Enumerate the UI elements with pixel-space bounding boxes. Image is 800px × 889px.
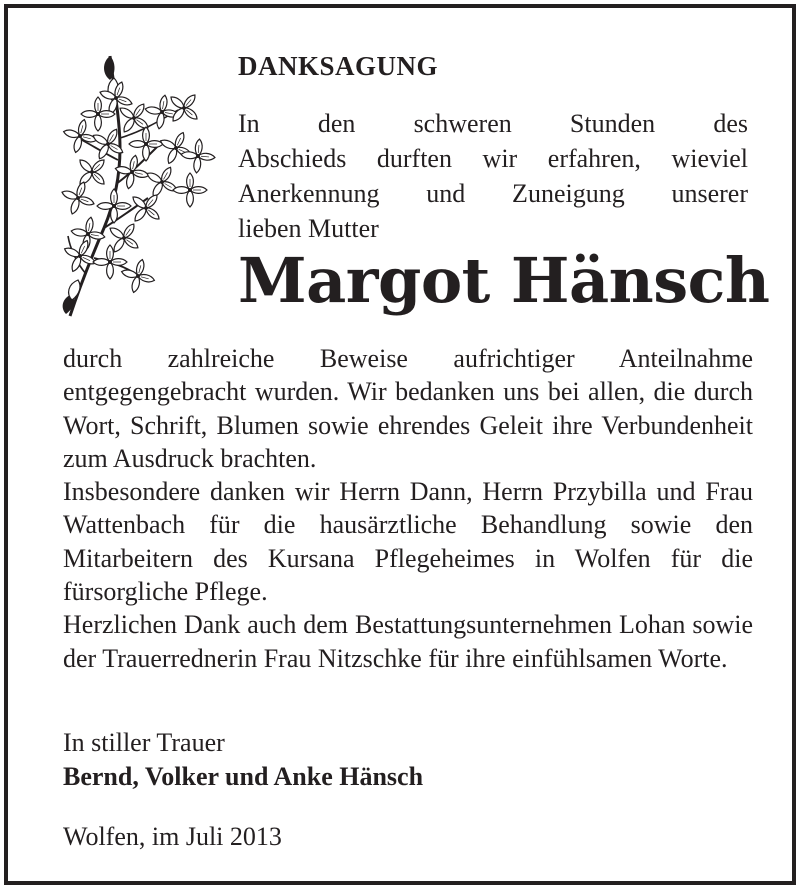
notice-frame <box>4 4 796 885</box>
mourning-line: In stiller Trauer <box>63 728 225 757</box>
body-paragraph: durch zahlreiche Beweise aufrichtiger Anteilnahme entgegengebracht wurden. Wir bedanken uns bei allen, die durch Wort, Schrift, Blumen sowie ehrendes Geleit ihre Verbundenheit zum Ausdruck brachten. <box>63 344 753 473</box>
intro-line: Anerkennung und Zuneigung unserer <box>238 179 748 208</box>
deceased-name: Margot Hänsch <box>238 244 770 317</box>
body-text <box>63 342 753 675</box>
closing-block <box>63 726 423 794</box>
intro-line: In den schweren Stunden des <box>238 109 748 138</box>
intro-line: lieben Mutter <box>238 214 379 243</box>
signers: Bernd, Volker und Anke Hänsch <box>63 762 424 791</box>
notice-heading: DANKSAGUNG <box>238 51 439 81</box>
intro-line: Abschieds durften wir erfahren, wieviel <box>238 144 748 173</box>
place-date: Wolfen, im Juli 2013 <box>63 822 282 851</box>
body-paragraph: Herzlichen Dank auch dem Bestattungsunternehmen Lohan sowie der Trauerrednerin Frau Nitzschke für ihre einfühlsamen Worte. <box>63 610 753 673</box>
forsythia-branch-icon <box>58 48 218 323</box>
intro-text <box>238 106 748 246</box>
body-paragraph: Insbesondere danken wir Herrn Dann, Herrn Przybilla und Frau Wattenbach für die hausärztliche Behandlung sowie den Mitarbeitern des Kursana Pflegeheimes in Wolfen für die fürsorgliche Pflege. <box>63 477 753 607</box>
